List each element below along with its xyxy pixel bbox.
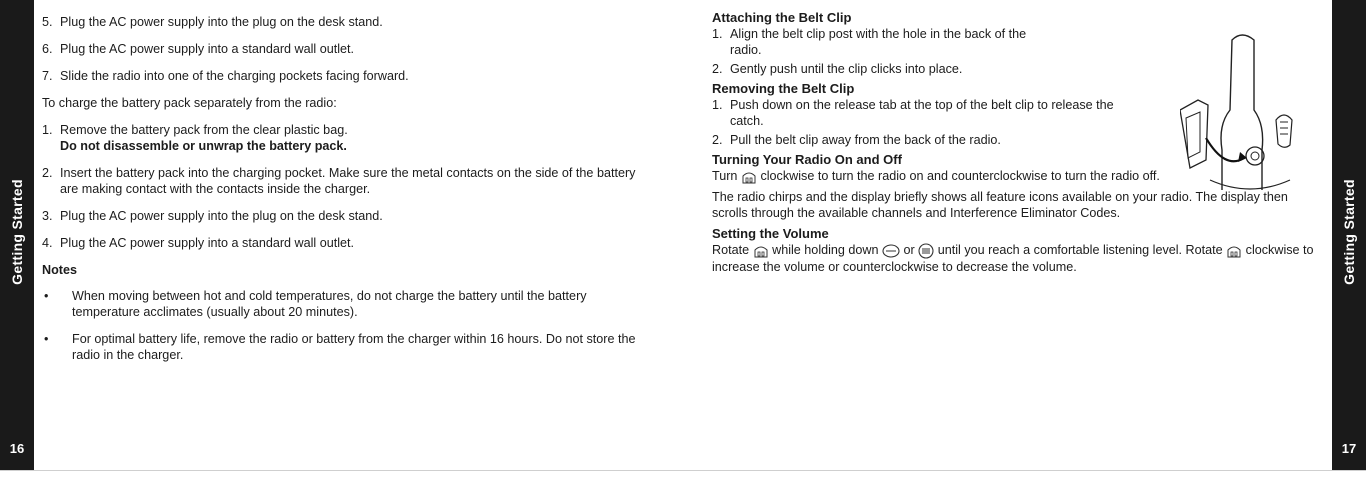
step-item [42, 68, 642, 84]
power-paragraph-2: The radio chirps and the display briefly shows all feature icons available on your radio. The display then scrolls through the available channels and Interference Eliminator Codes. [712, 190, 1288, 220]
note-item [42, 288, 642, 320]
power-knob-icon [741, 170, 757, 184]
step-text: Plug the AC power supply into a standard wall outlet. [60, 42, 355, 56]
attach-heading: Attaching the Belt Clip [712, 10, 852, 25]
notes-heading: Notes [42, 263, 77, 277]
step-item [42, 14, 642, 30]
step-item [42, 41, 642, 57]
right-side-tab [1332, 0, 1366, 470]
left-page-content [42, 14, 642, 374]
power-text-b: clockwise to turn the radio on and counterclockwise to turn the radio off. [760, 169, 1160, 183]
step-number: 1. [712, 98, 723, 112]
volume-paragraph [712, 242, 1324, 275]
step-text: Pull the belt clip away from the back of the radio. [730, 133, 1001, 147]
step-number: 2. [42, 166, 53, 180]
bottom-rule [0, 470, 1366, 471]
step-text: Plug the AC power supply into a standard wall outlet. [60, 236, 355, 250]
step-item [42, 208, 642, 224]
step-text-block [56, 122, 642, 154]
right-tab-label: Getting Started [1341, 179, 1357, 285]
volume-heading: Setting the Volume [712, 226, 829, 241]
volume-text-c: or [903, 243, 915, 257]
step-number: 2. [712, 133, 723, 147]
step-text: Align the belt clip post with the hole in the back of the radio. [730, 27, 1027, 57]
step-number: 1. [712, 27, 723, 41]
step-number: 1. [42, 123, 53, 137]
left-side-tab [0, 0, 34, 470]
power-text-a: Turn [712, 169, 738, 183]
menu-button-icon [882, 244, 900, 258]
step-item [42, 165, 642, 197]
note-text: When moving between hot and cold temperatures, do not charge the battery until the battery temperature acclimates (usually about 20 minutes). [72, 289, 587, 319]
remove-heading: Removing the Belt Clip [712, 81, 855, 96]
power-knob-icon [753, 244, 769, 258]
step-text: Push down on the release tab at the top of the belt clip to release the catch. [730, 98, 1114, 128]
step-number: 3. [42, 209, 53, 223]
power-knob-icon [1226, 244, 1242, 258]
volume-text-b: while holding down [772, 243, 879, 257]
step-number: 7. [42, 69, 53, 83]
power-heading: Turning Your Radio On and Off [712, 152, 902, 167]
step-text: Slide the radio into one of the charging pockets facing forward. [60, 69, 409, 83]
right-page-number: 17 [1341, 441, 1357, 456]
step-text: Plug the AC power supply into the plug on the desk stand. [60, 209, 383, 223]
warning-text: Do not disassemble or unwrap the battery pack. [60, 139, 347, 153]
belt-clip-illustration [1180, 30, 1310, 190]
step-number: 4. [42, 236, 53, 250]
note-text: For optimal battery life, remove the radio or battery from the charger within 16 hours. Do not store the radio in the charger. [72, 332, 636, 362]
left-tab-label: Getting Started [9, 179, 25, 285]
step-item [42, 122, 642, 154]
intro-text: To charge the battery pack separately from the radio: [42, 96, 337, 110]
volume-text-a: Rotate [712, 243, 750, 257]
volume-text-e: clockwise to increase the volume or counterclockwise to decrease the volume. [712, 243, 1314, 274]
scroll-button-icon [918, 243, 934, 259]
bullet-dot: • [44, 289, 49, 303]
step-text: Plug the AC power supply into the plug on the desk stand. [60, 15, 383, 29]
step-item [42, 235, 642, 251]
step-text: Remove the battery pack from the clear plastic bag. [60, 123, 348, 137]
volume-text-d: until you reach a comfortable listening level. Rotate [937, 243, 1223, 257]
step-number: 5. [42, 15, 53, 29]
step-text: Insert the battery pack into the charging pocket. Make sure the metal contacts on the side of the battery are making contact with the contacts inside the charger. [60, 166, 636, 196]
step-number: 6. [42, 42, 53, 56]
bullet-dot: • [44, 332, 49, 346]
step-text: Gently push until the clip clicks into place. [730, 62, 963, 76]
note-item [42, 331, 642, 363]
left-page-number: 16 [9, 441, 25, 456]
step-number: 2. [712, 62, 723, 76]
